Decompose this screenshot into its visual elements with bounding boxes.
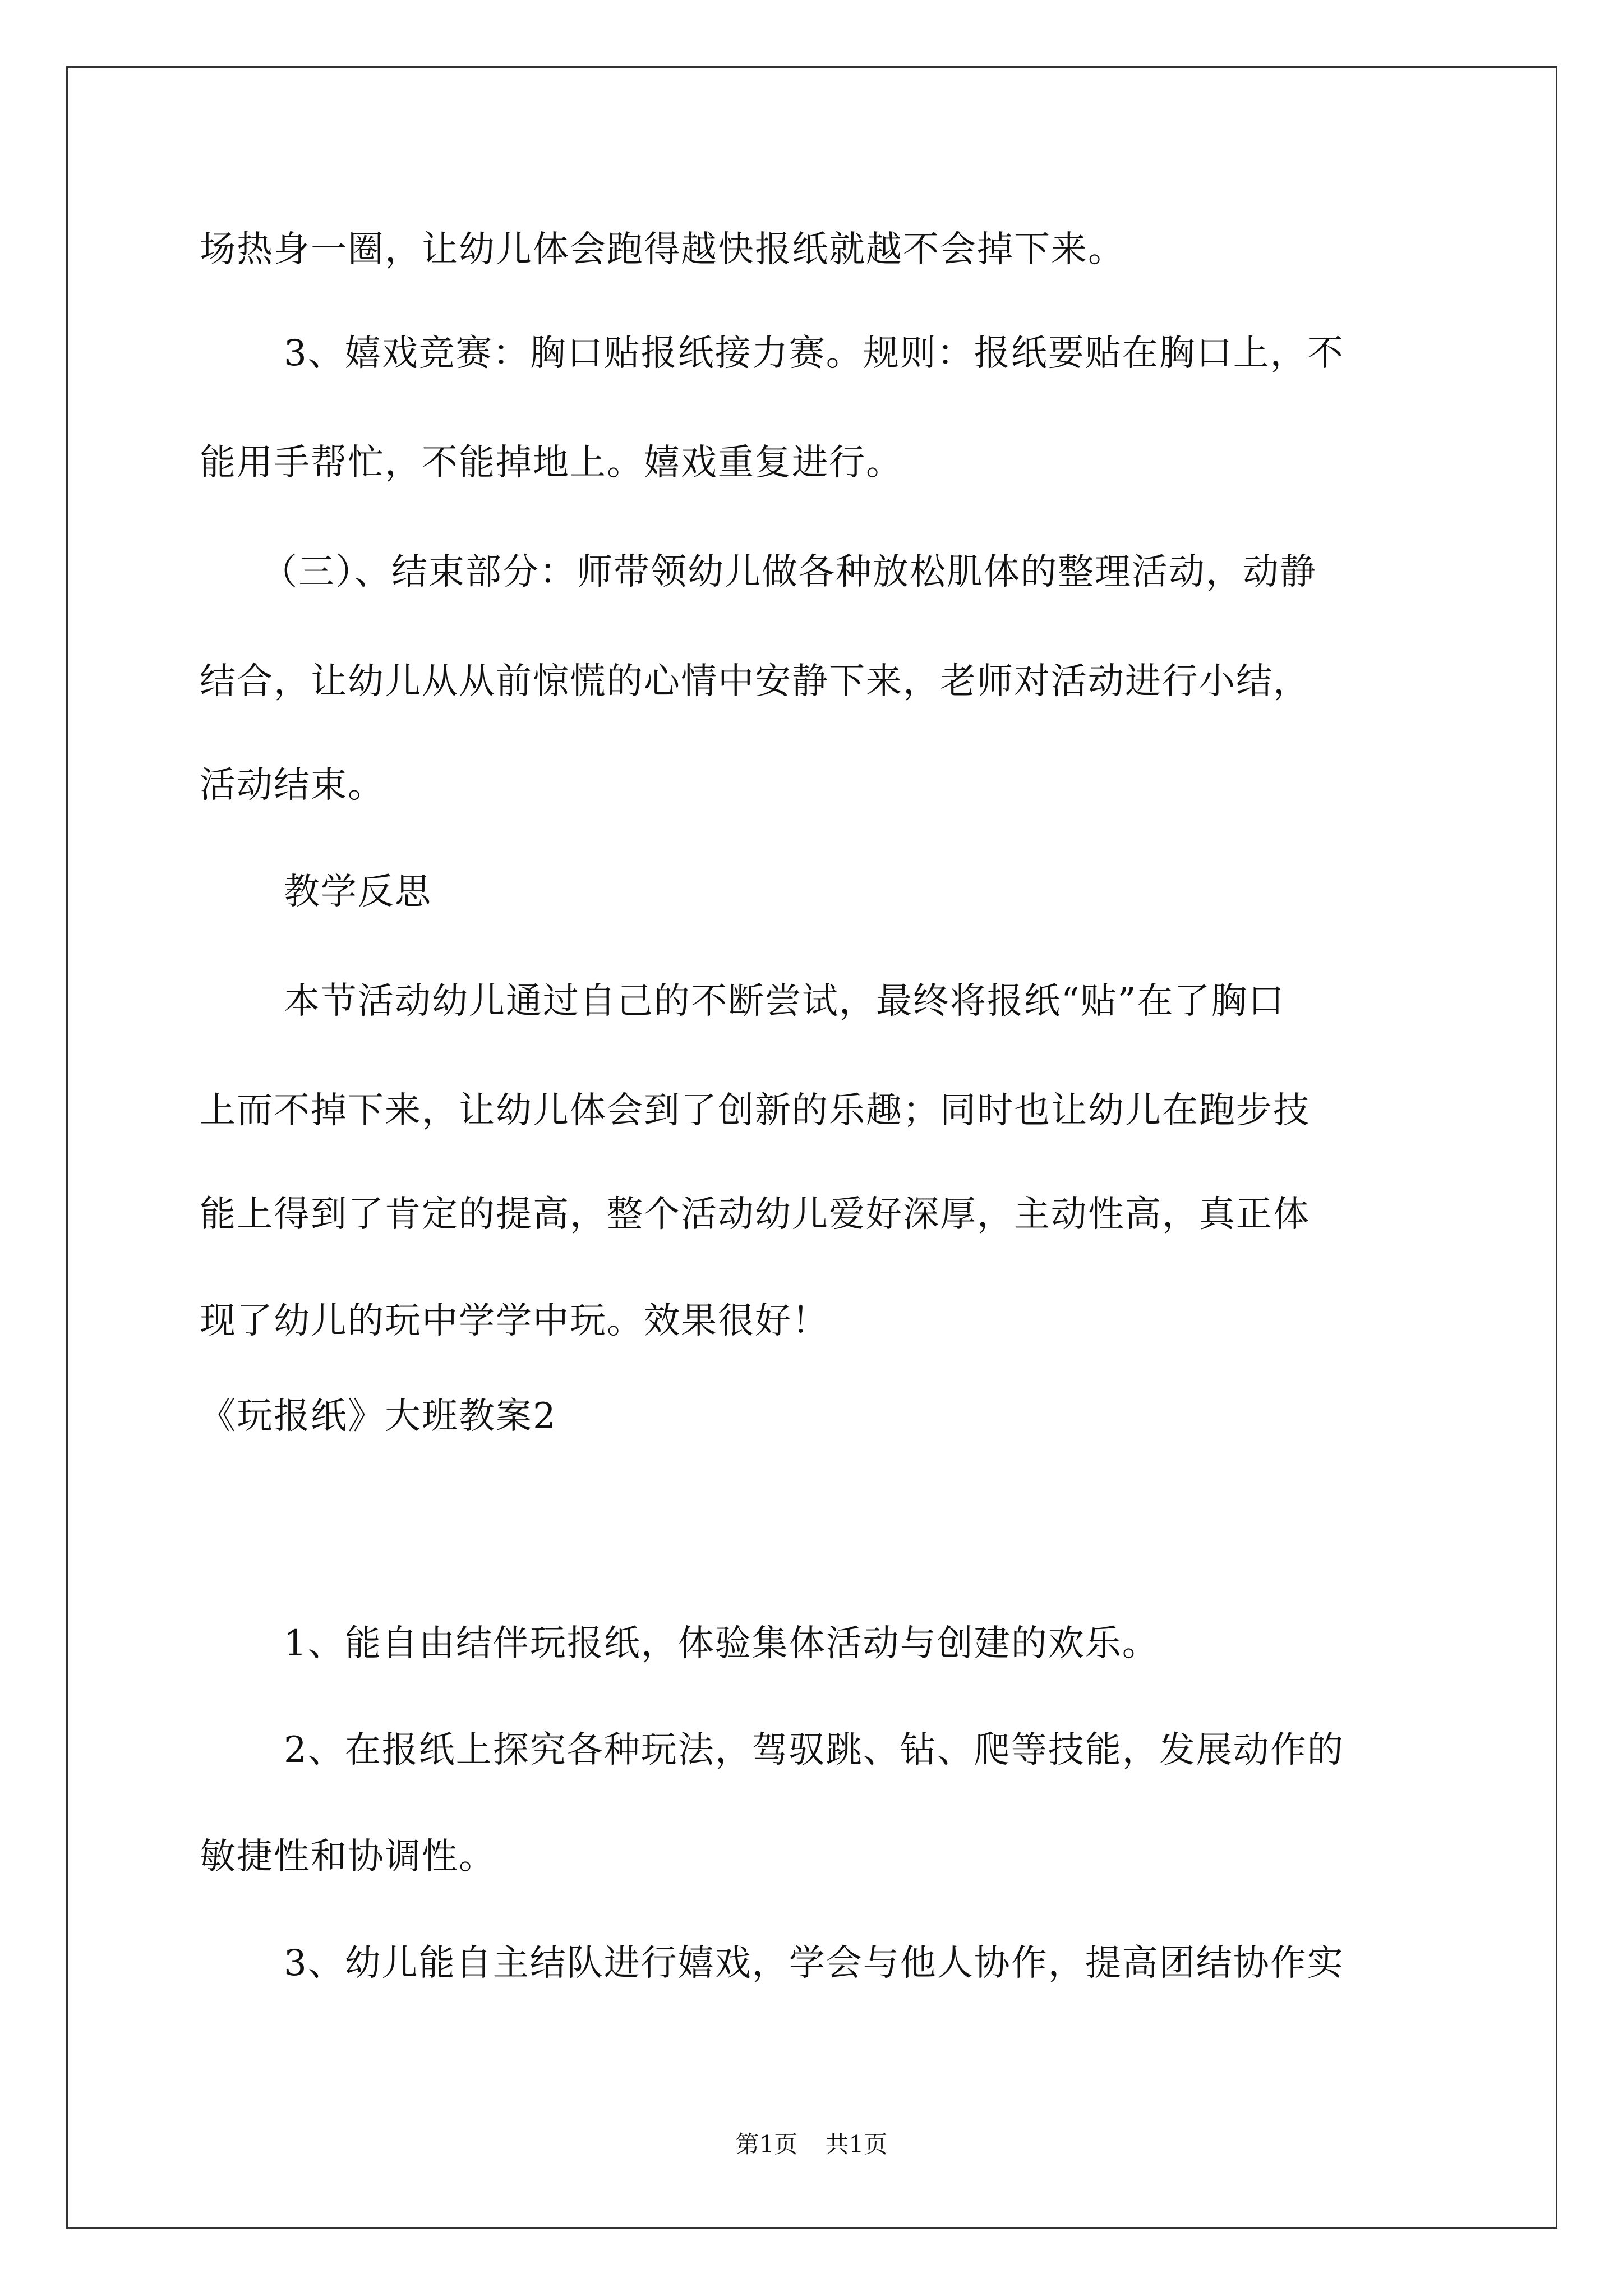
text-line: 能上得到了肯定的提高，整个活动幼儿爱好深厚，主动性高，真正体 bbox=[200, 1194, 1310, 1235]
text-line: 3、幼儿能自主结队进行嬉戏，学会与他人协作，提高团结协作实 bbox=[284, 1943, 1344, 1984]
text-line: 本节活动幼儿通过自己的不断尝试，最终将报纸“贴”在了胸口 bbox=[284, 981, 1285, 1022]
text-line: 场热身一圈，让幼儿体会跑得越快报纸就越不会掉下来。 bbox=[200, 229, 1125, 270]
text-line: 能用手帮忙，不能掉地上。嬉戏重复进行。 bbox=[200, 442, 903, 484]
text-line: 结合，让幼儿从从前惊慌的心情中安静下来，老师对活动进行小结， bbox=[200, 661, 1310, 702]
text-line: 2、在报纸上探究各种玩法，驾驭跳、钻、爬等技能，发展动作的 bbox=[284, 1729, 1344, 1771]
text-line: 1、能自由结伴玩报纸，体验集体活动与创建的欢乐。 bbox=[284, 1623, 1159, 1664]
lesson-title: 《玩报纸》大班教案2 bbox=[200, 1396, 557, 1437]
text-line: 上而不掉下来，让幼儿体会到了创新的乐趣；同时也让幼儿在跑步技 bbox=[200, 1090, 1310, 1131]
page-total: 共1页 bbox=[825, 2131, 888, 2158]
text-line: 敏捷性和协调性。 bbox=[200, 1836, 496, 1878]
subheading: 教学反思 bbox=[284, 871, 432, 913]
text-line: 3、嬉戏竞赛：胸口贴报纸接力赛。规则：报纸要贴在胸口上，不 bbox=[284, 333, 1344, 374]
page-number: 第1页 bbox=[735, 2131, 798, 2158]
text-line: 现了幼儿的玩中学学中玩。效果很好！ bbox=[200, 1300, 829, 1342]
page-footer bbox=[0, 2126, 1623, 2160]
text-line: 活动结束。 bbox=[200, 765, 385, 806]
section-heading-line: （三）、结束部分：师带领幼儿做各种放松肌体的整理活动，动静 bbox=[261, 551, 1317, 593]
